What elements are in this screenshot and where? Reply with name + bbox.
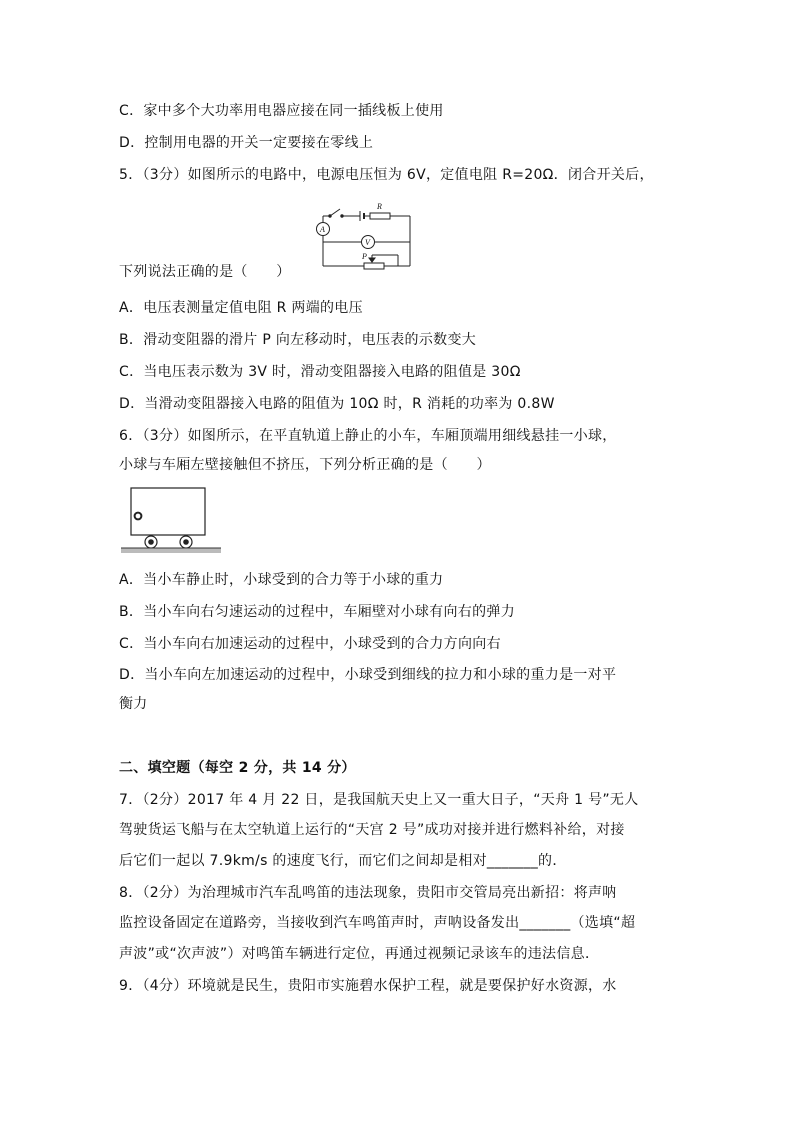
q8-line2: 监控设备固定在道路旁，当接收到汽车鸣笛声时，声呐设备发出_______（选填“超	[119, 915, 636, 931]
ammeter-label: A	[320, 225, 325, 234]
circuit-diagram	[310, 196, 420, 278]
q6-option-d: D．当小车向左加速运动的过程中，小球受到细线的拉力和小球的重力是一对平	[119, 667, 617, 683]
q9-line1: 9．（4分）环境就是民生，贵阳市实施碧水保护工程，就是要保护好水资源，水	[119, 978, 617, 994]
q4-option-d: D．控制用电器的开关一定要接在零线上	[119, 135, 374, 151]
q4-option-c: C．家中多个大功率用电器应接在同一插线板上使用	[119, 103, 444, 119]
resistor-label: R	[377, 202, 382, 211]
q6-stem-continued: 小球与车厢左壁接触但不挤压，下列分析正确的是（ ）	[119, 457, 491, 473]
q6-option-a: A．当小车静止时，小球受到的合力等于小球的重力	[119, 572, 444, 588]
section-heading: 二、填空题（每空 2 分，共 14 分）	[119, 760, 356, 776]
q7-line2: 驾驶货运飞船与在太空轨道上运行的“天宫 2 号”成功对接并进行燃料补给，对接	[119, 822, 625, 838]
q5-option-d: D．当滑动变阻器接入电路的阻值为 10Ω 时，R 消耗的功率为 0.8W	[119, 396, 555, 412]
q5-option-a: A．电压表测量定值电阻 R 两端的电压	[119, 300, 363, 316]
slider-label: P	[362, 252, 367, 261]
q6-option-c: C．当小车向右加速运动的过程中，小球受到的合力方向向右	[119, 636, 501, 652]
q5-stem-continued: 下列说法正确的是（ ）	[119, 264, 291, 280]
q8-line1: 8．（2分）为治理城市汽车乱鸣笛的违法现象，贵阳市交管局亮出新招：将声呐	[119, 885, 617, 901]
q5-stem: 5．（3分）如图所示的电路中，电源电压恒为 6V，定值电阻 R=20Ω．闭合开关后，	[119, 167, 654, 183]
cart-diagram	[118, 484, 224, 558]
q5-option-b: B．滑动变阻器的滑片 P 向左移动时，电压表的示数变大	[119, 332, 477, 348]
voltmeter-label: V	[365, 238, 370, 247]
q6-option-d-continued: 衡力	[119, 696, 148, 712]
q8-line3: 声波”或“次声波”）对鸣笛车辆进行定位，再通过视频记录该车的违法信息．	[119, 946, 600, 962]
q6-stem: 6．（3分）如图所示，在平直轨道上静止的小车，车厢顶端用细线悬挂一小球，	[119, 428, 617, 444]
q7-line1: 7．（2分）2017 年 4 月 22 日，是我国航天史上又一重大日子，“天舟 1 号”无人	[119, 792, 639, 808]
q7-line3: 后它们一起以 7.9km/s 的速度飞行，而它们之间却是相对_______的．	[119, 853, 567, 869]
q5-option-c: C．当电压表示数为 3V 时，滑动变阻器接入电路的阻值是 30Ω	[119, 364, 521, 380]
q6-option-b: B．当小车向右匀速运动的过程中，车厢壁对小球有向右的弹力	[119, 604, 516, 620]
